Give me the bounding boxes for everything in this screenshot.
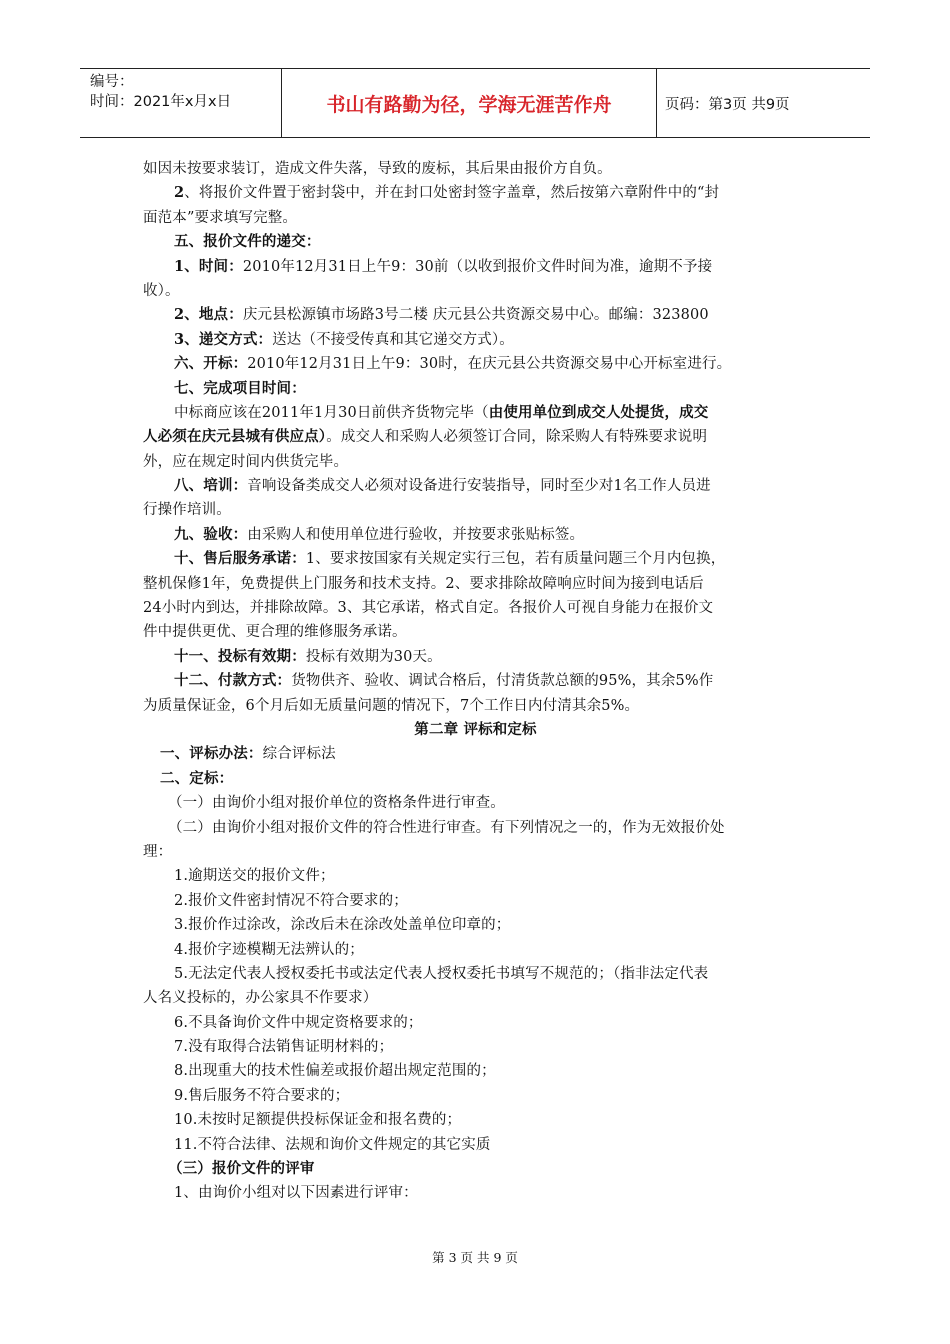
text-line — [143, 1059, 808, 1083]
bold-text: 十二、付款方式： — [174, 672, 292, 690]
body-text: 3.报价作过涂改，涂改后未在涂改处盖单位印章的； — [174, 917, 511, 934]
body-text: 为质量保证金，6个月后如无质量问题的情况下，7个工作日内付清其余5%。 — [143, 697, 640, 714]
body-text: 4.报价字迹模糊无法辨认的； — [174, 941, 364, 958]
body-text: 整机保修1年，免费提供上门服务和技术支持。2、要求排除故障响应时间为接到电话后 — [143, 575, 704, 592]
text-line — [143, 1181, 808, 1205]
text-line — [143, 181, 808, 205]
bold-text: 1、时间： — [174, 257, 243, 275]
bold-text: 九、验收： — [174, 525, 248, 543]
bold-text: 五、报价文件的递交： — [174, 233, 321, 251]
body-text: 送达（不接受传真和其它递交方式）。 — [272, 331, 514, 348]
body-text: 综合评标法 — [262, 746, 336, 763]
body-text: 中标商应该在2011年1月30日前供齐货物完毕（ — [174, 404, 489, 421]
bold-text: 第二章 评标和定标 — [414, 720, 537, 738]
text-line — [143, 474, 808, 498]
body-text: 理： — [143, 843, 173, 860]
body-text: 9.售后服务不符合要求的； — [174, 1087, 350, 1104]
text-line — [143, 767, 808, 791]
body-text: 2010年12月31日上午9：30前（以收到报价文件时间为准，逾期不予接 — [242, 258, 713, 275]
bold-text: 2 — [174, 184, 185, 202]
body-text: 11.不符合法律、法规和询价文件规定的其它实质 — [174, 1136, 491, 1153]
body-text: 如因未按要求装订，造成文件失落，导致的废标，其后果由报价方自负。 — [143, 161, 612, 177]
text-line — [143, 1035, 808, 1059]
bold-text: 十、售后服务承诺： — [174, 550, 306, 568]
body-text: 行操作培训。 — [143, 502, 231, 519]
body-text: 投标有效期为30天。 — [305, 648, 442, 665]
body-text: 5.无法定代表人授权委托书或法定代表人授权委托书填写不规范的；（指非法定代表 — [174, 965, 709, 982]
text-line — [143, 645, 808, 669]
body-text: 、将报价文件置于密封袋中，并在封口处密封签字盖章，然后按第六章附件中的“封 — [184, 185, 720, 202]
text-line — [143, 1133, 808, 1157]
header-meta — [80, 69, 282, 137]
text-line — [143, 547, 808, 571]
bold-text: 2、地点： — [174, 306, 243, 324]
body-text: 8.出现重大的技术性偏差或报价超出规定范围的； — [174, 1063, 496, 1080]
text-line — [143, 1157, 808, 1181]
body-text: 收）。 — [143, 282, 180, 299]
text-line — [143, 718, 808, 742]
text-line — [143, 498, 808, 522]
text-line — [143, 596, 808, 620]
code-label: 编号： — [90, 74, 134, 90]
body-text: （二）由询价小组对报价文件的符合性进行审查。有下列情况之一的，作为无效报价处 — [168, 819, 725, 836]
body-text: 外，应在规定时间内供货完毕。 — [143, 453, 349, 470]
body-text: 货物供齐、验收、调试合格后，付清货款总额的95%，其余5%作 — [291, 673, 714, 690]
body-text: 人名义投标的，办公家具不作要求） — [143, 990, 378, 1007]
header-page-number: 页码：第3页 共9页 — [665, 96, 790, 113]
text-line — [143, 450, 808, 474]
body-text: 1、要求按国家有关规定实行三包，若有质量问题三个月内包换， — [305, 551, 726, 568]
text-line — [143, 206, 808, 230]
text-line — [143, 791, 808, 815]
body-text: 10.未按时足额提供投标保证金和报名费的； — [174, 1112, 462, 1129]
bold-text: 八、培训： — [174, 477, 248, 495]
text-line — [143, 377, 808, 401]
text-line — [143, 425, 808, 449]
text-line — [143, 742, 808, 766]
body-text: 庆元县松源镇市场路3号二楼 庆元县公共资源交易中心。邮编：323800 — [242, 307, 709, 324]
bold-text: 七、完成项目时间： — [174, 379, 306, 397]
body-text: 2.报价文件密封情况不符合要求的； — [174, 892, 408, 909]
body-text: 24小时内到达，并排除故障。3、其它承诺，格式自定。各报价人可视自身能力在报价文 — [143, 600, 714, 617]
bold-text: 十一、投标有效期： — [174, 647, 306, 665]
page-header — [80, 68, 870, 138]
text-line — [143, 816, 808, 840]
bold-text: 由使用单位到成交人处提货，成交 — [488, 403, 709, 421]
body-text: 7.没有取得合法销售证明材料的； — [174, 1039, 394, 1056]
body-text: 。成交人和采购人必须签订合同，除采购人有特殊要求说明 — [326, 429, 708, 446]
text-line — [143, 913, 808, 937]
text-line — [143, 1084, 808, 1108]
text-line — [143, 1011, 808, 1035]
document-body — [143, 157, 808, 1206]
bold-text: 3、递交方式： — [174, 330, 273, 348]
body-text: 面范本”要求填写完整。 — [143, 209, 298, 226]
text-line — [143, 328, 808, 352]
text-line — [143, 962, 808, 986]
body-text: 6.不具备询价文件中规定资格要求的； — [174, 1014, 423, 1031]
text-line — [143, 864, 808, 888]
bold-text: （三）报价文件的评审 — [168, 1160, 315, 1178]
text-line — [143, 840, 808, 864]
bold-text: 一、评标办法： — [160, 745, 263, 763]
bold-text: 人必须在庆元县城有供应点） — [143, 428, 327, 446]
bold-text: 二、定标： — [160, 769, 234, 787]
text-line — [143, 401, 808, 425]
text-line — [143, 523, 808, 547]
body-text: 1.逾期送交的报价文件； — [174, 868, 335, 885]
header-motto: 书山有路勤为径，学海无涯苦作舟 — [282, 69, 657, 137]
text-line — [143, 694, 808, 718]
body-text: 件中提供更优、更合理的维修服务承诺。 — [143, 624, 407, 641]
text-line — [143, 255, 808, 279]
text-line — [143, 938, 808, 962]
text-line — [143, 1108, 808, 1132]
text-line — [143, 352, 808, 376]
text-line — [143, 986, 808, 1010]
body-text: 由采购人和使用单位进行验收，并按要求张贴标签。 — [247, 526, 585, 543]
text-line — [143, 669, 808, 693]
page-footer: 第 3 页 共 9 页 — [432, 1250, 518, 1265]
body-text: 2010年12月31日上午9：30时，在庆元县公共资源交易中心开标室进行。 — [247, 356, 732, 373]
text-line — [143, 889, 808, 913]
bold-text: 六、开标： — [174, 355, 248, 373]
text-line — [143, 572, 808, 596]
body-text: 1、由询价小组对以下因素进行评审： — [174, 1185, 418, 1202]
text-line — [143, 279, 808, 303]
text-line — [143, 303, 808, 327]
text-line — [143, 620, 808, 644]
text-line — [143, 157, 808, 181]
date-label: 时间：2021年x月x日 — [90, 94, 232, 110]
text-line — [143, 230, 808, 254]
body-text: 音响设备类成交人必须对设备进行安装指导，同时至少对1名工作人员进 — [247, 478, 711, 495]
body-text: （一）由询价小组对报价单位的资格条件进行审查。 — [168, 795, 505, 812]
